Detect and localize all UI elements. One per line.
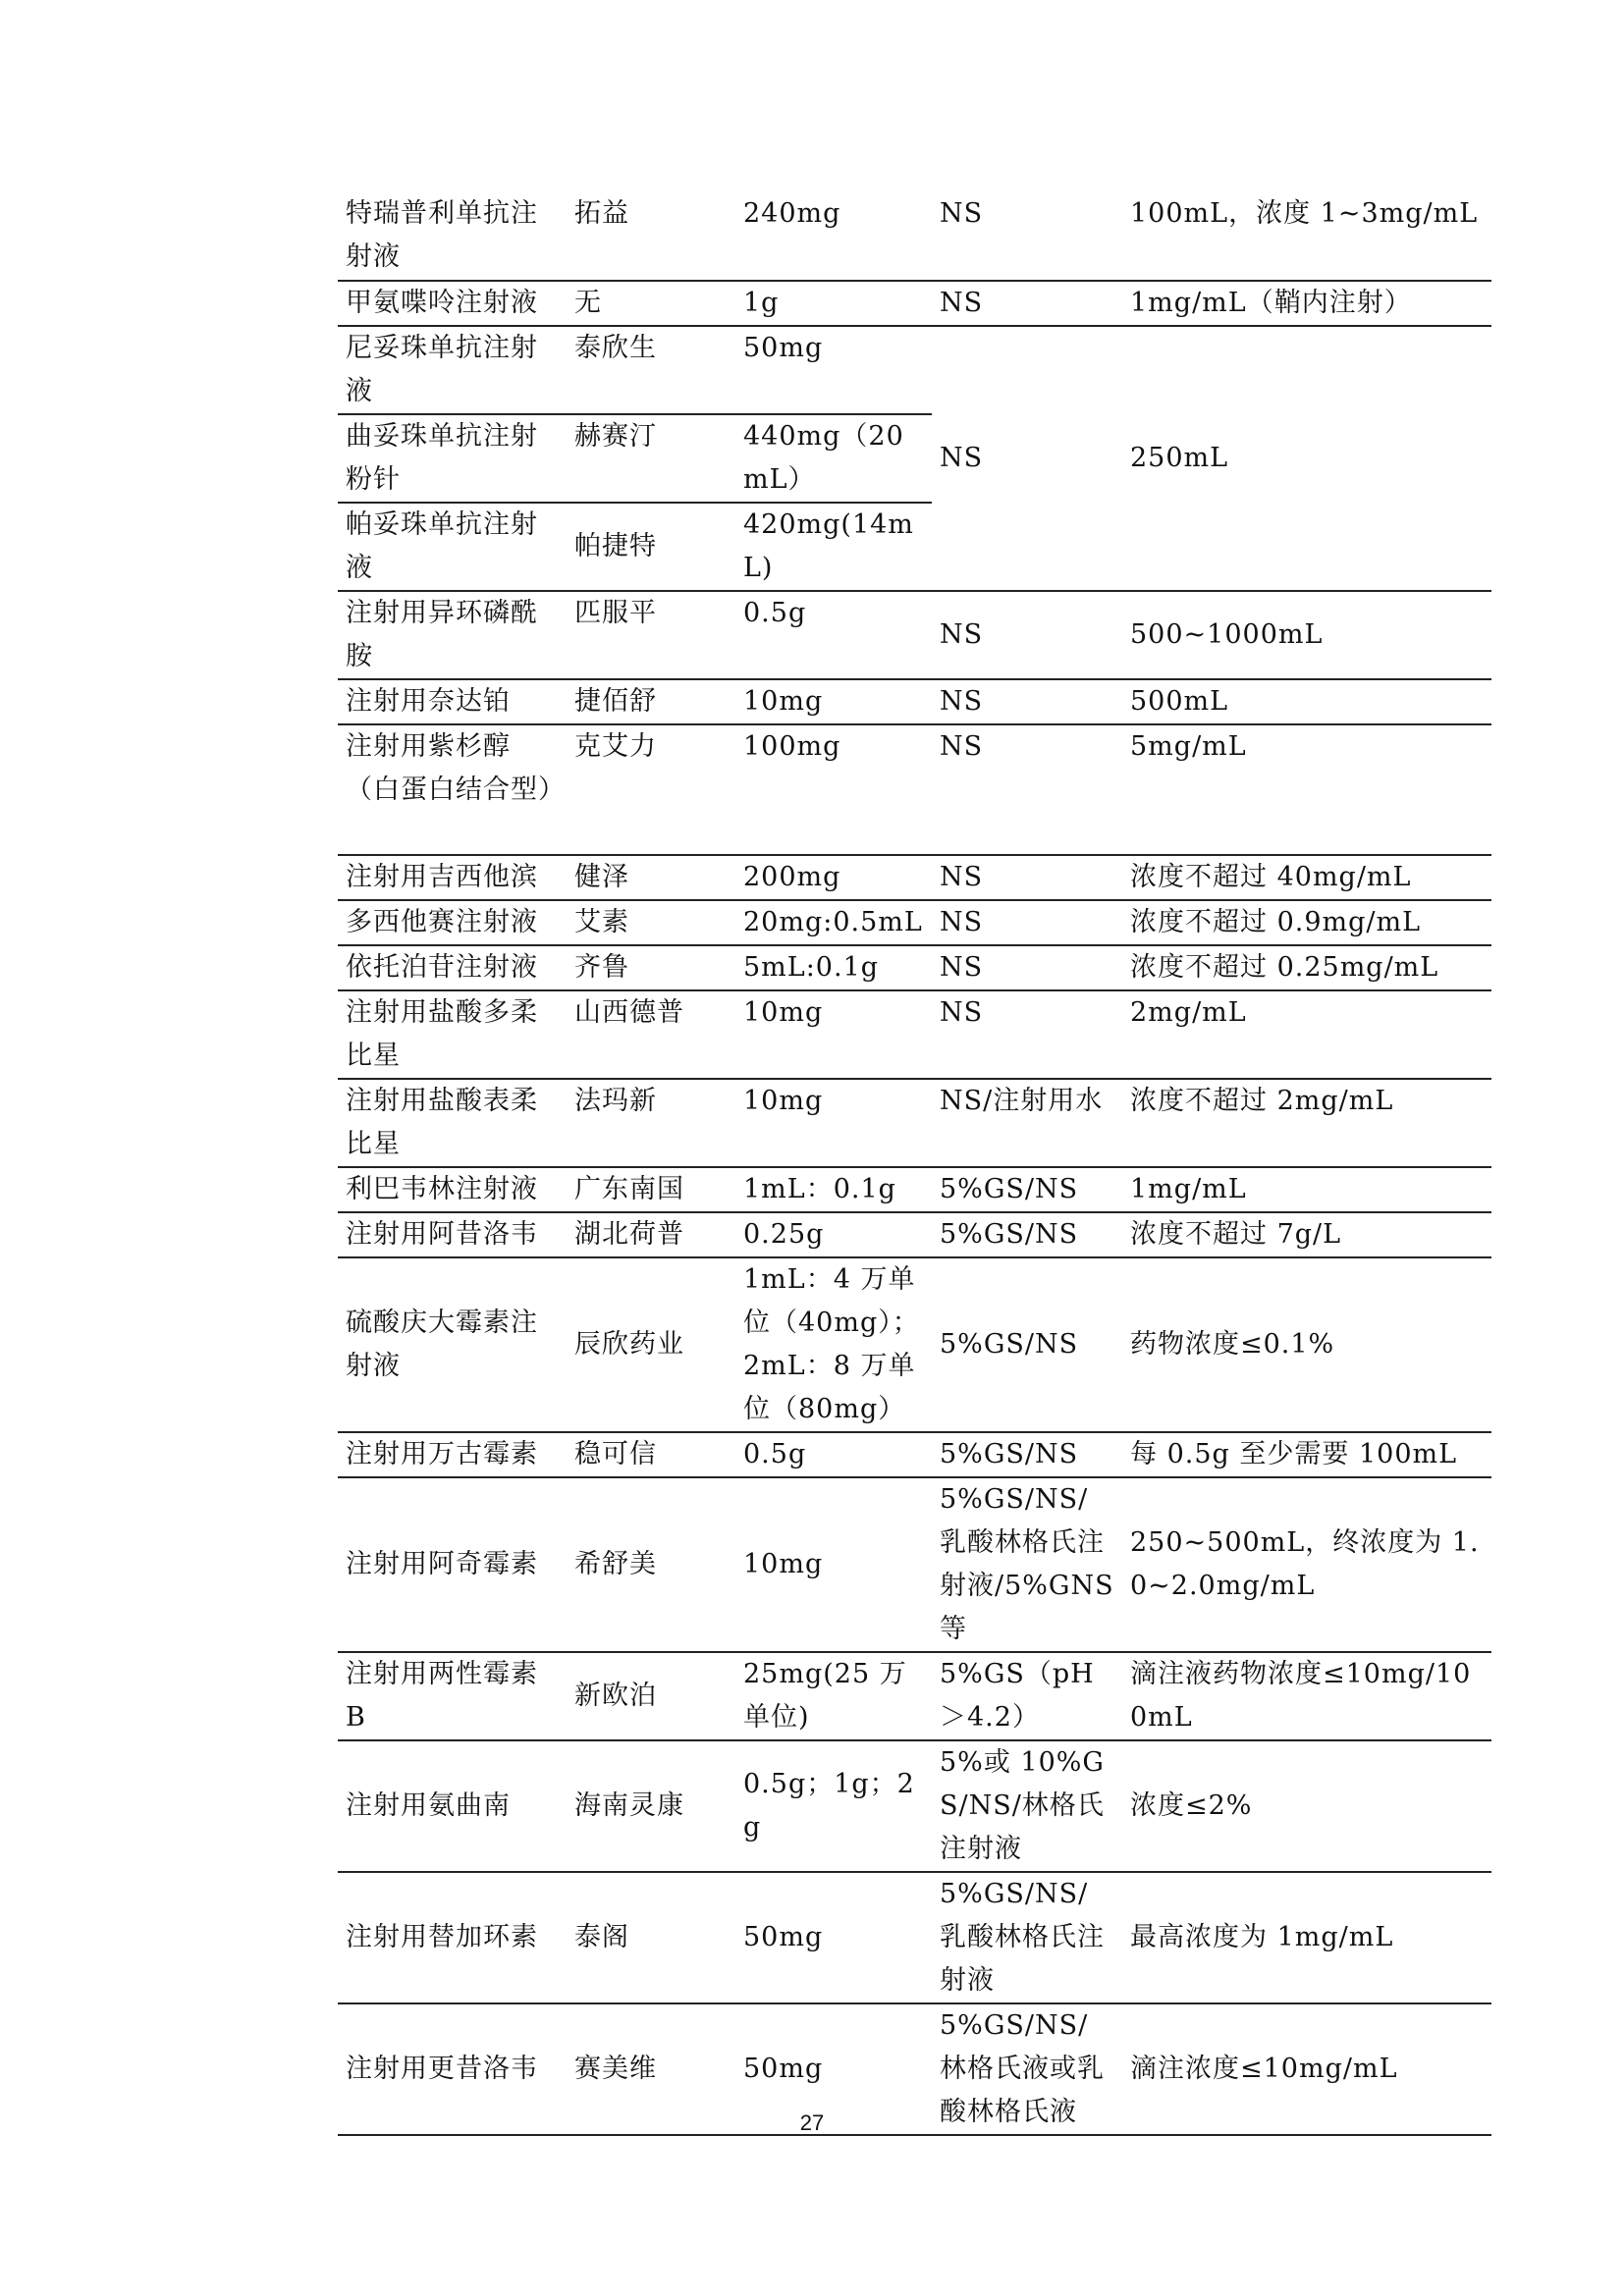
brand-name: 希舒美 bbox=[567, 1477, 735, 1652]
dilution: 滴注液药物浓度≤10mg/100mL bbox=[1122, 1652, 1491, 1740]
solvent: NS bbox=[932, 990, 1122, 1079]
drug-name: 多西他赛注射液 bbox=[338, 900, 567, 945]
dilution: 500mL bbox=[1122, 679, 1491, 724]
specification: 440mg（20mL） bbox=[735, 414, 932, 503]
table-row bbox=[338, 990, 1491, 1079]
solvent: NS bbox=[932, 591, 1122, 679]
dilution: 100mL，浓度 1~3mg/mL bbox=[1122, 192, 1491, 281]
drug-name: 注射用替加环素 bbox=[338, 1872, 567, 2003]
table-row bbox=[338, 281, 1491, 326]
drug-name: 曲妥珠单抗注射粉针 bbox=[338, 414, 567, 503]
table-row bbox=[338, 1212, 1491, 1257]
specification: 200mg bbox=[735, 855, 932, 900]
drug-name: 注射用更昔洛韦 bbox=[338, 2003, 567, 2135]
specification: 50mg bbox=[735, 326, 932, 414]
table-row bbox=[338, 945, 1491, 990]
specification: 50mg bbox=[735, 2003, 932, 2135]
solvent: NS bbox=[932, 900, 1122, 945]
dilution: 2mg/mL bbox=[1122, 990, 1491, 1079]
solvent: 5%GS/NS/乳酸林格氏注射液 bbox=[932, 1872, 1122, 2003]
brand-name: 帕捷特 bbox=[567, 503, 735, 591]
drug-name: 注射用异环磷酰胺 bbox=[338, 591, 567, 679]
dilution: 药物浓度≤0.1% bbox=[1122, 1257, 1491, 1432]
table-row bbox=[338, 855, 1491, 900]
specification: 50mg bbox=[735, 1872, 932, 2003]
brand-name: 赛美维 bbox=[567, 2003, 735, 2135]
specification: 240mg bbox=[735, 192, 932, 281]
brand-name: 艾素 bbox=[567, 900, 735, 945]
table-row bbox=[338, 326, 1491, 414]
dilution: 500~1000mL bbox=[1122, 591, 1491, 679]
table-row bbox=[338, 1652, 1491, 1740]
table-row bbox=[338, 192, 1491, 281]
solvent: NS bbox=[932, 192, 1122, 281]
brand-name: 泰阁 bbox=[567, 1872, 735, 2003]
dilution: 5mg/mL bbox=[1122, 724, 1491, 855]
solvent: NS bbox=[932, 326, 1122, 591]
solvent: NS bbox=[932, 945, 1122, 990]
dilution: 浓度不超过 0.9mg/mL bbox=[1122, 900, 1491, 945]
specification: 10mg bbox=[735, 990, 932, 1079]
specification: 10mg bbox=[735, 679, 932, 724]
drug-name: 注射用阿奇霉素 bbox=[338, 1477, 567, 1652]
specification: 1mL：4 万单位（40mg）；2mL：8 万单位（80mg） bbox=[735, 1257, 932, 1432]
brand-name: 海南灵康 bbox=[567, 1740, 735, 1872]
dilution: 1mg/mL bbox=[1122, 1167, 1491, 1212]
specification: 1mL：0.1g bbox=[735, 1167, 932, 1212]
brand-name: 拓益 bbox=[567, 192, 735, 281]
specification: 5mL:0.1g bbox=[735, 945, 932, 990]
drug-name: 注射用盐酸表柔比星 bbox=[338, 1079, 567, 1167]
table-row bbox=[338, 1257, 1491, 1432]
specification: 25mg(25 万单位) bbox=[735, 1652, 932, 1740]
table-row bbox=[338, 1432, 1491, 1477]
drug-name: 帕妥珠单抗注射液 bbox=[338, 503, 567, 591]
solvent: NS/注射用水 bbox=[932, 1079, 1122, 1167]
specification: 0.5g；1g；2g bbox=[735, 1740, 932, 1872]
brand-name: 法玛新 bbox=[567, 1079, 735, 1167]
brand-name: 无 bbox=[567, 281, 735, 326]
solvent: 5%GS/NS bbox=[932, 1212, 1122, 1257]
specification: 0.5g bbox=[735, 591, 932, 679]
drug-name: 注射用阿昔洛韦 bbox=[338, 1212, 567, 1257]
table-row bbox=[338, 1872, 1491, 2003]
solvent: NS bbox=[932, 281, 1122, 326]
solvent: 5%或 10%GS/NS/林格氏注射液 bbox=[932, 1740, 1122, 1872]
dilution: 滴注浓度≤10mg/mL bbox=[1122, 2003, 1491, 2135]
table-row bbox=[338, 591, 1491, 679]
specification: 10mg bbox=[735, 1477, 932, 1652]
table-row bbox=[338, 1079, 1491, 1167]
table-row bbox=[338, 1167, 1491, 1212]
drug-dilution-table bbox=[338, 192, 1491, 2136]
drug-name: 注射用紫杉醇（白蛋白结合型） bbox=[338, 724, 567, 855]
brand-name: 克艾力 bbox=[567, 724, 735, 855]
specification: 20mg:0.5mL bbox=[735, 900, 932, 945]
dilution: 浓度不超过 40mg/mL bbox=[1122, 855, 1491, 900]
dilution: 250~500mL，终浓度为 1.0~2.0mg/mL bbox=[1122, 1477, 1491, 1652]
brand-name: 湖北荷普 bbox=[567, 1212, 735, 1257]
brand-name: 广东南国 bbox=[567, 1167, 735, 1212]
table-row bbox=[338, 1477, 1491, 1652]
brand-name: 泰欣生 bbox=[567, 326, 735, 414]
drug-name: 注射用盐酸多柔比星 bbox=[338, 990, 567, 1079]
drug-name: 特瑞普利单抗注射液 bbox=[338, 192, 567, 281]
solvent: NS bbox=[932, 855, 1122, 900]
solvent: 5%GS（pH＞4.2） bbox=[932, 1652, 1122, 1740]
dilution: 每 0.5g 至少需要 100mL bbox=[1122, 1432, 1491, 1477]
solvent: 5%GS/NS/林格氏液或乳酸林格氏液 bbox=[932, 2003, 1122, 2135]
brand-name: 新欧泊 bbox=[567, 1652, 735, 1740]
specification: 0.5g bbox=[735, 1432, 932, 1477]
solvent: 5%GS/NS/乳酸林格氏注射液/5%GNS等 bbox=[932, 1477, 1122, 1652]
solvent: NS bbox=[932, 724, 1122, 855]
dilution: 1mg/mL（鞘内注射） bbox=[1122, 281, 1491, 326]
dilution: 浓度不超过 2mg/mL bbox=[1122, 1079, 1491, 1167]
table-row bbox=[338, 900, 1491, 945]
brand-name: 匹服平 bbox=[567, 591, 735, 679]
drug-name: 依托泊苷注射液 bbox=[338, 945, 567, 990]
dilution: 浓度不超过 0.25mg/mL bbox=[1122, 945, 1491, 990]
drug-name: 硫酸庆大霉素注射液 bbox=[338, 1257, 567, 1432]
drug-name: 注射用两性霉素 B bbox=[338, 1652, 567, 1740]
brand-name: 稳可信 bbox=[567, 1432, 735, 1477]
drug-name: 利巴韦林注射液 bbox=[338, 1167, 567, 1212]
brand-name: 辰欣药业 bbox=[567, 1257, 735, 1432]
specification: 0.25g bbox=[735, 1212, 932, 1257]
brand-name: 健泽 bbox=[567, 855, 735, 900]
table-row bbox=[338, 679, 1491, 724]
dilution: 浓度不超过 7g/L bbox=[1122, 1212, 1491, 1257]
specification: 420mg(14mL) bbox=[735, 503, 932, 591]
brand-name: 齐鲁 bbox=[567, 945, 735, 990]
brand-name: 山西德普 bbox=[567, 990, 735, 1079]
dilution: 250mL bbox=[1122, 326, 1491, 591]
dilution: 浓度≤2% bbox=[1122, 1740, 1491, 1872]
dilution: 最高浓度为 1mg/mL bbox=[1122, 1872, 1491, 2003]
specification: 1g bbox=[735, 281, 932, 326]
solvent: 5%GS/NS bbox=[932, 1167, 1122, 1212]
drug-name: 甲氨喋呤注射液 bbox=[338, 281, 567, 326]
drug-name: 注射用万古霉素 bbox=[338, 1432, 567, 1477]
drug-name: 尼妥珠单抗注射液 bbox=[338, 326, 567, 414]
solvent: 5%GS/NS bbox=[932, 1432, 1122, 1477]
brand-name: 赫赛汀 bbox=[567, 414, 735, 503]
specification: 100mg bbox=[735, 724, 932, 855]
page-number: 27 bbox=[799, 2110, 825, 2135]
drug-name: 注射用吉西他滨 bbox=[338, 855, 567, 900]
solvent: 5%GS/NS bbox=[932, 1257, 1122, 1432]
table-row bbox=[338, 724, 1491, 855]
table-row bbox=[338, 1740, 1491, 1872]
drug-name: 注射用奈达铂 bbox=[338, 679, 567, 724]
specification: 10mg bbox=[735, 1079, 932, 1167]
drug-name: 注射用氨曲南 bbox=[338, 1740, 567, 1872]
solvent: NS bbox=[932, 679, 1122, 724]
brand-name: 捷佰舒 bbox=[567, 679, 735, 724]
